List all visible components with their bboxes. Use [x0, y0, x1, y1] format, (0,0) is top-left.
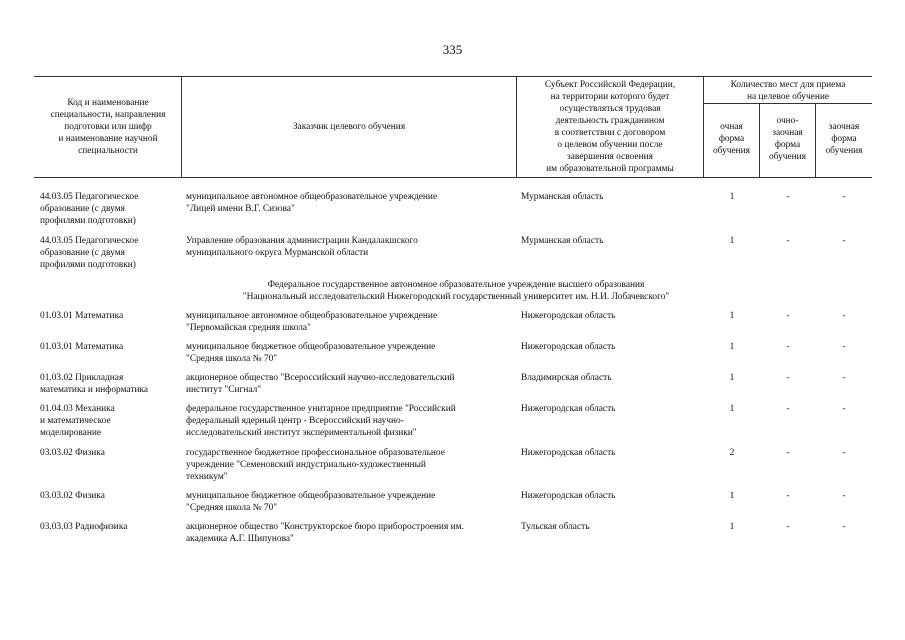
part-time-cell: -	[786, 522, 790, 532]
header-divider-4	[759, 103, 760, 177]
header-divider-1	[181, 76, 182, 177]
specialty-cell: 44.03.05 Педагогическое образование (с двумя профилями подготовки)	[40, 236, 139, 270]
distance-cell: -	[842, 342, 846, 352]
distance-cell: -	[842, 491, 846, 501]
part-time-cell: -	[786, 448, 790, 458]
distance-cell: -	[842, 311, 846, 321]
region-cell: Тульская область	[521, 522, 590, 532]
specialty-cell: 03.03.03 Радиофизика	[40, 522, 128, 532]
full-time-cell: 2	[729, 448, 735, 458]
distance-cell: -	[842, 404, 846, 414]
header-divider-3	[703, 76, 704, 177]
header-bottom-border	[34, 177, 872, 178]
part-time-cell: -	[786, 373, 790, 383]
customer-cell: муниципальное бюджетное общеобразовательное учреждение "Средняя школа № 70"	[186, 491, 436, 513]
header-part-time: очно- заочная форма обучения	[768, 116, 806, 162]
header-region: Субъект Российской Федерации, на территории которого будет осуществляться трудовая деятельность гражданином в соответствии с договором о целевом обучении после завершения освоения им образовательной программы	[544, 80, 676, 174]
header-full-time: очная форма обучения	[712, 122, 750, 156]
region-cell: Нижегородская область	[521, 311, 616, 321]
full-time-cell: 1	[729, 236, 735, 246]
full-time-cell: 1	[729, 311, 735, 321]
customer-cell: федеральное государственное унитарное предприятие "Российский федеральный ядерный центр - Всероссийский научно- исследовательский институт экспериментальной физики"	[186, 404, 456, 438]
specialty-cell: 01.04.03 Механика и математическое моделирование	[40, 404, 115, 438]
header-divider-2	[516, 76, 517, 177]
customer-cell: государственное бюджетное профессиональное образовательное учреждение "Семеновский индустриально-художественный техникум"	[186, 448, 445, 482]
customer-cell: муниципальное бюджетное общеобразовательное учреждение "Средняя школа № 70"	[186, 342, 436, 364]
specialty-cell: 01.03.01 Математика	[40, 342, 124, 352]
region-cell: Нижегородская область	[521, 448, 616, 458]
organization-heading: Федеральное государственное автономное образовательное учреждение высшего образования "Национальный исследовательский Нижегородский государственный университет им. Н.И. Лобачевского"	[242, 280, 670, 302]
header-distance: заочная форма обучения	[825, 122, 863, 156]
region-cell: Нижегородская область	[521, 342, 616, 352]
specialty-cell: 03.03.02 Физика	[40, 491, 105, 501]
header-top-border	[34, 76, 872, 77]
full-time-cell: 1	[729, 522, 735, 532]
distance-cell: -	[842, 522, 846, 532]
customer-cell: акционерное общество "Конструкторское бюро приборостроения им. академика А.Г. Шипунова"	[186, 522, 464, 544]
header-customer: Заказчик целевого обучения	[292, 122, 406, 132]
specialty-cell: 03.03.02 Физика	[40, 448, 105, 458]
region-cell: Нижегородская область	[521, 404, 616, 414]
customer-cell: муниципальное автономное общеобразовательное учреждение "Лицей имени В.Г. Сизова"	[186, 192, 438, 214]
header-specialty: Код и наименование специальности, направления подготовки или шифр и наименование научной специальности	[50, 98, 166, 156]
customer-cell: муниципальное автономное общеобразовательное учреждение "Первомайская средняя школа"	[186, 311, 438, 333]
header-divider-5	[815, 103, 816, 177]
region-cell: Нижегородская область	[521, 491, 616, 501]
region-cell: Владимирская область	[521, 373, 612, 383]
part-time-cell: -	[786, 404, 790, 414]
part-time-cell: -	[786, 236, 790, 246]
specialty-cell: 01.03.02 Прикладная математика и информатика	[40, 373, 149, 395]
customer-cell: акционерное общество "Всероссийский научно-исследовательский институт "Сигнал"	[186, 373, 455, 395]
full-time-cell: 1	[729, 491, 735, 501]
distance-cell: -	[842, 236, 846, 246]
page-number: 335	[442, 42, 463, 57]
header-places-group: Количество мест для приема на целевое обучение	[730, 80, 846, 102]
part-time-cell: -	[786, 342, 790, 352]
part-time-cell: -	[786, 491, 790, 501]
header-group-divider	[703, 103, 872, 104]
part-time-cell: -	[786, 192, 790, 202]
region-cell: Мурманская область	[521, 236, 604, 246]
full-time-cell: 1	[729, 192, 735, 202]
distance-cell: -	[842, 192, 846, 202]
distance-cell: -	[842, 448, 846, 458]
distance-cell: -	[842, 373, 846, 383]
customer-cell: Управление образования администрации Кандалакшского муниципального округа Мурманской области	[186, 236, 418, 258]
full-time-cell: 1	[729, 342, 735, 352]
full-time-cell: 1	[729, 404, 735, 414]
region-cell: Мурманская область	[521, 192, 604, 202]
full-time-cell: 1	[729, 373, 735, 383]
specialty-cell: 01.03.01 Математика	[40, 311, 124, 321]
specialty-cell: 44.03.05 Педагогическое образование (с двумя профилями подготовки)	[40, 192, 139, 226]
part-time-cell: -	[786, 311, 790, 321]
